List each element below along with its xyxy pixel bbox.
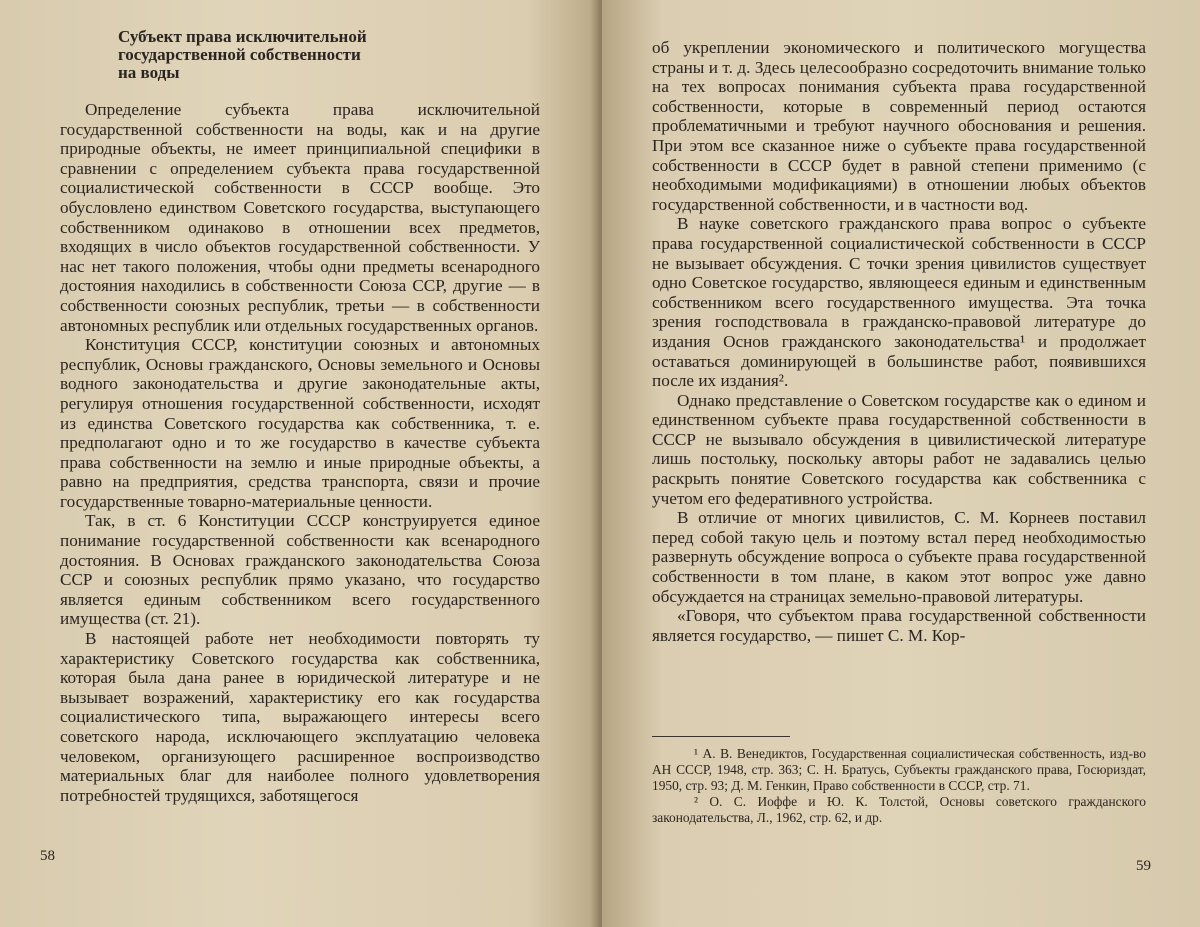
footnote-2: ² О. С. Иоффе и Ю. К. Толстой, Основы советского гражданского законодательства, Л., 1962, стр. 62, и др. — [652, 794, 1146, 825]
heading-line-2: государственной собственности — [118, 45, 361, 64]
paragraph: В науке советского гражданского права вопрос о субъекте права государственной социалистической собственности в СССР не вызывает обсуждения. С точки зрения цивилистов существует одно Советское государство, являющееся единым и единственным собственником всего государственного имущества. Эта точка зрения господствовала в гражданско-правовой литературе до издания Основ гражданского законодательства¹ и продолжает оставаться доминирующей в большинстве работ, появившихся после их издания². — [652, 214, 1146, 391]
paragraph: Однако представление о Советском государстве как о едином и единственном субъекте права государственной собственности в СССР не вызывало обсуждения в цивилистической литературе лишь постольку, поскольку авторы работ не задавались целью раскрыть понятие Советского государства как собственника с учетом его федеративного устройства. — [652, 390, 1146, 508]
paragraph: Определение субъекта права исключительной государственной собственности на воды, как и на другие природные объекты, не имеет принципиальной специфики в сравнении с определением субъекта права государственной социалистической собственности в СССР вообще. Это обусловлено единством Советского государства, выступающего собственником одинаково в отношении всех предметов, входящих в число объектов государственной собственности. У нас нет такого положения, чтобы одни предметы всенародного достояния находились в собственности Союза ССР, другие — в собственности союзных республик, третьи — в собственности автономных республик или отдельных государственных органов. — [60, 100, 540, 335]
section-heading — [118, 28, 418, 82]
footnotes — [652, 746, 1146, 826]
right-page-text — [652, 38, 1146, 645]
paragraph: Так, в ст. 6 Конституции СССР конструируется единое понимание государственной собственности как всенародного достояния. В Основах гражданского законодательства Союза ССР и союзных республик прямо указано, что государство является единым собственником всего государственного имущества (ст. 21). — [60, 511, 540, 629]
page-number-right: 59 — [1136, 858, 1151, 874]
heading-line-1: Субъект права исключительной — [118, 27, 367, 46]
paragraph: «Говоря, что субъектом права государственной собственности является государство, — пишет С. М. Кор- — [652, 606, 1146, 645]
page-number-left: 58 — [40, 848, 55, 864]
paragraph: Конституция СССР, конституции союзных и автономных республик, Основы гражданского, Основы земельного и Основы водного законодательства и другие законодательные акты, регулируя отношения государственной собственности, исходят из единства Советского государства как собственника, т. е. предполагают одно и то же государство в качестве субъекта права собственности на землю и иные природные объекты, а равно на предприятия, средства транспорта, связи и прочие государственные товарно-материальные ценности. — [60, 335, 540, 511]
heading-line-3: на воды — [118, 63, 180, 82]
paragraph: В настоящей работе нет необходимости повторять ту характеристику Советского государства как собственника, которая была дана ранее в юридической литературе и не вызывает возражений, характеристику его как государства социалистического типа, выражающего интересы всего советского народа, исключающего эксплуатацию человека человеком, организующего расширенное воспроизводство материальных благ для наиболее полного удовлетворения потребностей трудящихся, заботящегося — [60, 629, 540, 805]
paragraph: об укреплении экономического и политического могущества страны и т. д. Здесь целесообразно сосредоточить внимание только на тех вопросах понимания субъекта права государственной собственности, которые в современный период остаются проблематичными и требуют научного обоснования и решения. При этом все сказанное ниже о субъекте права государственной собственности в СССР будет в равной степени применимо (с необходимыми модификациями) в отношении любых объектов государственной собственности, и в частности вод. — [652, 38, 1146, 214]
footnote-rule — [652, 736, 790, 737]
paragraph: В отличие от многих цивилистов, С. М. Корнеев поставил перед собой такую цель и поэтому встал перед необходимостью развернуть обсуждение вопроса о субъекте права государственной собственности в том плане, в каком этот вопрос уже давно обсуждается на страницах земельно-правовой литературы. — [652, 508, 1146, 606]
footnote-1: ¹ А. В. Венедиктов, Государственная социалистическая собственность, изд-во АН СССР, 1948, стр. 363; С. Н. Братусь, Субъекты гражданского права, Госюриздат, 1950, стр. 93; Д. М. Генкин, Право собственности в СССР, стр. 71. — [652, 746, 1146, 793]
left-page-text — [60, 100, 540, 805]
left-page — [0, 0, 598, 927]
